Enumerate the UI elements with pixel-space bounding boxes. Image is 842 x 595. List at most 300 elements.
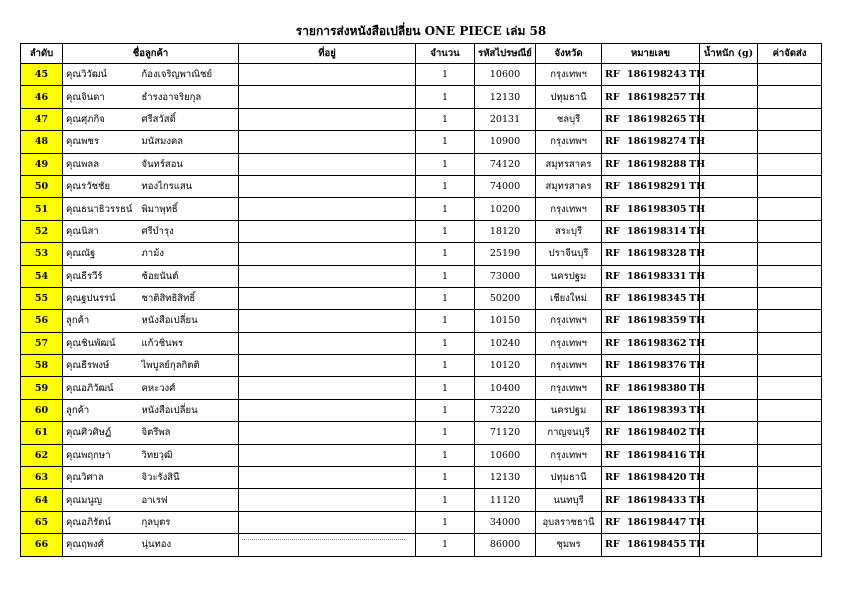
- address-cell-redacted: [239, 534, 416, 556]
- weight-cell: [700, 422, 758, 444]
- row-number: 45: [21, 64, 63, 86]
- tracking-suffix: TH: [689, 539, 706, 551]
- tracking-suffix: TH: [689, 494, 706, 506]
- tracking-cell: [602, 175, 706, 197]
- fee-cell: [758, 332, 822, 354]
- row-number: 66: [21, 534, 63, 556]
- zip-cell: 10150: [475, 310, 536, 332]
- zip-cell: 73220: [475, 399, 536, 421]
- customer-last-name: อาเรฟ: [139, 489, 239, 511]
- province-cell: เชียงใหม่: [536, 287, 602, 309]
- document-title: รายการส่งหนังสือเปลี่ยน ONE PIECE เล่ม 58: [295, 24, 547, 38]
- zip-cell: 12130: [475, 86, 536, 108]
- customer-last-name: ธำรงอาจริยกุล: [139, 86, 239, 108]
- quantity-cell: 1: [416, 310, 475, 332]
- table-row: [21, 86, 822, 108]
- customer-last-name: ศรีสวัสดิ์: [139, 108, 239, 130]
- table-row: [21, 511, 822, 533]
- quantity-cell: 1: [416, 64, 475, 86]
- customer-first-name: คุณธนาธิวรรธน์: [63, 198, 139, 220]
- header-name: ชื่อลูกค้า: [63, 44, 239, 64]
- address-cell-redacted: [239, 108, 416, 130]
- zip-cell: 11120: [475, 489, 536, 511]
- tracking-cell: [602, 243, 706, 265]
- tracking-prefix: RF: [605, 360, 620, 372]
- tracking-suffix: TH: [689, 517, 706, 528]
- header-row: [21, 44, 822, 64]
- shipping-table: [20, 43, 822, 557]
- fee-cell: [758, 220, 822, 242]
- fee-cell: [758, 422, 822, 444]
- tracking-suffix: TH: [689, 449, 706, 461]
- customer-first-name: คุณอภิวัฒน์: [63, 377, 139, 399]
- weight-cell: [700, 377, 758, 399]
- fee-cell: [758, 64, 822, 86]
- tracking-suffix: TH: [689, 181, 706, 193]
- province-cell: ชุมพร: [536, 534, 602, 556]
- table-row: [21, 175, 822, 197]
- zip-cell: 34000: [475, 511, 536, 533]
- tracking-prefix: RF: [605, 405, 620, 417]
- zip-cell: 50200: [475, 287, 536, 309]
- tracking-prefix: RF: [605, 203, 620, 215]
- customer-first-name: คุณศุภกิจ: [63, 108, 139, 130]
- customer-last-name: ช้อยนันต์: [139, 265, 239, 287]
- quantity-cell: 1: [416, 489, 475, 511]
- row-number: 56: [21, 310, 63, 332]
- tracking-suffix: TH: [689, 405, 706, 417]
- tracking-suffix: TH: [689, 382, 706, 394]
- zip-cell: 10400: [475, 377, 536, 399]
- province-cell: นครปฐม: [536, 399, 602, 421]
- tracking-suffix: TH: [689, 69, 706, 81]
- tracking-cell: [602, 534, 706, 556]
- row-number: 59: [21, 377, 63, 399]
- tracking-prefix: RF: [605, 382, 620, 394]
- tracking-number: 186198257: [627, 91, 687, 103]
- tracking-suffix: TH: [689, 248, 706, 260]
- table-row: [21, 422, 822, 444]
- zip-cell: 74120: [475, 153, 536, 175]
- customer-first-name: คุณอภิรัตน์: [63, 511, 139, 533]
- tracking-number: 186198362: [627, 337, 687, 349]
- tracking-suffix: TH: [689, 293, 706, 305]
- quantity-cell: 1: [416, 332, 475, 354]
- table-row: [21, 534, 822, 556]
- customer-first-name: คุณฤพงศ์: [63, 534, 139, 556]
- province-cell: กรุงเทพฯ: [536, 64, 602, 86]
- fee-cell: [758, 86, 822, 108]
- tracking-cell: [602, 131, 706, 153]
- customer-last-name: ก้องเจริญพาณิชย์: [139, 64, 239, 86]
- tracking-suffix: TH: [689, 225, 706, 237]
- weight-cell: [700, 444, 758, 466]
- quantity-cell: 1: [416, 198, 475, 220]
- customer-last-name: มนัสมงคล: [139, 131, 239, 153]
- address-cell-redacted: [239, 467, 416, 489]
- customer-last-name: ไพบูลย์กุลกิตติ: [139, 355, 239, 377]
- tracking-suffix: TH: [689, 136, 706, 148]
- tracking-cell: [602, 310, 706, 332]
- quantity-cell: 1: [416, 175, 475, 197]
- tracking-number: 186198265: [627, 113, 687, 125]
- tracking-number: 186198314: [627, 225, 687, 237]
- customer-first-name: คุณมนูญ: [63, 489, 139, 511]
- tracking-suffix: TH: [689, 472, 706, 484]
- province-cell: สมุทรสาคร: [536, 175, 602, 197]
- province-cell: กรุงเทพฯ: [536, 355, 602, 377]
- customer-first-name: คุณธีรวีร์: [63, 265, 139, 287]
- table-row: [21, 243, 822, 265]
- tracking-prefix: RF: [605, 427, 620, 439]
- header-qty: จำนวน: [416, 44, 475, 64]
- table-row: [21, 220, 822, 242]
- tracking-number: 186198416: [627, 449, 687, 461]
- address-cell-redacted: [239, 243, 416, 265]
- tracking-number: 186198243: [627, 69, 687, 81]
- row-number: 53: [21, 243, 63, 265]
- customer-first-name: คุณพชร: [63, 131, 139, 153]
- province-cell: กรุงเทพฯ: [536, 198, 602, 220]
- customer-last-name: วิทยวุฒิ: [139, 444, 239, 466]
- tracking-prefix: RF: [605, 181, 620, 193]
- tracking-prefix: RF: [605, 449, 620, 461]
- zip-cell: 10120: [475, 355, 536, 377]
- tracking-number: 186198447: [627, 517, 687, 528]
- weight-cell: [700, 467, 758, 489]
- fee-cell: [758, 377, 822, 399]
- province-cell: ปทุมธานี: [536, 86, 602, 108]
- quantity-cell: 1: [416, 399, 475, 421]
- weight-cell: [700, 265, 758, 287]
- tracking-cell: [602, 377, 706, 399]
- row-number: 47: [21, 108, 63, 130]
- province-cell: กรุงเทพฯ: [536, 377, 602, 399]
- table-row: [21, 108, 822, 130]
- table-row: [21, 467, 822, 489]
- tracking-number: 186198433: [627, 494, 687, 506]
- zip-cell: 12130: [475, 467, 536, 489]
- weight-cell: [700, 108, 758, 130]
- customer-first-name: คุณณัฐ: [63, 243, 139, 265]
- tracking-number: 186198402: [627, 427, 687, 439]
- customer-last-name: พิมาพุทธิ์: [139, 198, 239, 220]
- customer-last-name: ชาติสิทธิสิทธิ์: [139, 287, 239, 309]
- fee-cell: [758, 310, 822, 332]
- row-number: 48: [21, 131, 63, 153]
- address-cell-redacted: [239, 64, 416, 86]
- quantity-cell: 1: [416, 131, 475, 153]
- customer-last-name: หนังสือเปลี่ยน: [139, 399, 239, 421]
- tracking-cell: [602, 220, 706, 242]
- address-cell-redacted: [239, 310, 416, 332]
- table-row: [21, 310, 822, 332]
- tracking-suffix: TH: [689, 91, 706, 103]
- customer-first-name: ลูกค้า: [63, 399, 139, 421]
- quantity-cell: 1: [416, 220, 475, 242]
- tracking-number: 186198380: [627, 382, 687, 394]
- weight-cell: [700, 511, 758, 533]
- address-cell-redacted: [239, 355, 416, 377]
- tracking-prefix: RF: [605, 225, 620, 237]
- tracking-prefix: RF: [605, 91, 620, 103]
- tracking-number: 186198328: [627, 248, 687, 260]
- tracking-number: 186198288: [627, 158, 687, 170]
- tracking-cell: [602, 511, 706, 533]
- header-zip: รหัสไปรษณีย์: [475, 44, 536, 64]
- quantity-cell: 1: [416, 355, 475, 377]
- zip-cell: 73000: [475, 265, 536, 287]
- tracking-prefix: RF: [605, 113, 620, 125]
- table-row: [21, 444, 822, 466]
- tracking-suffix: TH: [689, 158, 706, 170]
- row-number: 64: [21, 489, 63, 511]
- table-row: [21, 399, 822, 421]
- address-cell-redacted: [239, 265, 416, 287]
- fee-cell: [758, 153, 822, 175]
- row-number: 52: [21, 220, 63, 242]
- row-number: 54: [21, 265, 63, 287]
- tracking-prefix: RF: [605, 270, 620, 282]
- tracking-number: 186198455: [627, 539, 687, 551]
- row-number: 58: [21, 355, 63, 377]
- tracking-cell: [602, 399, 706, 421]
- table-row: [21, 489, 822, 511]
- customer-first-name: คุณศิวศิษฏ์: [63, 422, 139, 444]
- zip-cell: 10900: [475, 131, 536, 153]
- quantity-cell: 1: [416, 534, 475, 556]
- row-number: 51: [21, 198, 63, 220]
- tracking-cell: [602, 355, 706, 377]
- header-tracking: หมายเลข: [602, 44, 700, 64]
- tracking-cell: [602, 422, 706, 444]
- customer-first-name: คุณวิศาล: [63, 467, 139, 489]
- zip-cell: 86000: [475, 534, 536, 556]
- zip-cell: 71120: [475, 422, 536, 444]
- customer-first-name: คุณจินดา: [63, 86, 139, 108]
- tracking-cell: [602, 489, 706, 511]
- address-cell-redacted: [239, 399, 416, 421]
- weight-cell: [700, 86, 758, 108]
- weight-cell: [700, 332, 758, 354]
- fee-cell: [758, 175, 822, 197]
- province-cell: กรุงเทพฯ: [536, 332, 602, 354]
- customer-last-name: แก้วชินพร: [139, 332, 239, 354]
- tracking-prefix: RF: [605, 248, 620, 260]
- quantity-cell: 1: [416, 287, 475, 309]
- province-cell: สระบุรี: [536, 220, 602, 242]
- province-cell: กรุงเทพฯ: [536, 310, 602, 332]
- quantity-cell: 1: [416, 153, 475, 175]
- tracking-cell: [602, 86, 706, 108]
- fee-cell: [758, 489, 822, 511]
- tracking-suffix: TH: [689, 427, 706, 439]
- customer-first-name: คุณพลล: [63, 153, 139, 175]
- address-cell-redacted: [239, 175, 416, 197]
- address-cell-redacted: [239, 131, 416, 153]
- customer-first-name: คุณนิสา: [63, 220, 139, 242]
- fee-cell: [758, 287, 822, 309]
- row-number: 63: [21, 467, 63, 489]
- tracking-prefix: RF: [605, 136, 620, 148]
- fee-cell: [758, 467, 822, 489]
- tracking-suffix: TH: [689, 203, 706, 215]
- customer-first-name: คุณฐปนรรน์: [63, 287, 139, 309]
- tracking-cell: [602, 64, 706, 86]
- address-cell-redacted: [239, 86, 416, 108]
- weight-cell: [700, 287, 758, 309]
- weight-cell: [700, 175, 758, 197]
- row-number: 46: [21, 86, 63, 108]
- customer-first-name: คุณพฤกษา: [63, 444, 139, 466]
- zip-cell: 10200: [475, 198, 536, 220]
- province-cell: ชลบุรี: [536, 108, 602, 130]
- weight-cell: [700, 534, 758, 556]
- customer-last-name: หนังสือเปลี่ยน: [139, 310, 239, 332]
- tracking-prefix: RF: [605, 517, 620, 528]
- customer-first-name: คุณชินพัฒน์: [63, 332, 139, 354]
- tracking-cell: [602, 332, 706, 354]
- fee-cell: [758, 108, 822, 130]
- province-cell: ปราจีนบุรี: [536, 243, 602, 265]
- province-cell: กรุงเทพฯ: [536, 131, 602, 153]
- province-cell: สมุทรสาคร: [536, 153, 602, 175]
- address-cell-redacted: [239, 444, 416, 466]
- tracking-number: 186198420: [627, 472, 687, 484]
- customer-last-name: นุ่นทอง: [139, 534, 239, 556]
- weight-cell: [700, 131, 758, 153]
- row-number: 61: [21, 422, 63, 444]
- address-cell-redacted: [239, 489, 416, 511]
- table-row: [21, 265, 822, 287]
- tracking-cell: [602, 153, 706, 175]
- table-row: [21, 332, 822, 354]
- zip-cell: 10600: [475, 64, 536, 86]
- customer-first-name: คุณรวัชชัย: [63, 175, 139, 197]
- fee-cell: [758, 131, 822, 153]
- table-row: [21, 198, 822, 220]
- quantity-cell: 1: [416, 377, 475, 399]
- weight-cell: [700, 489, 758, 511]
- row-number: 49: [21, 153, 63, 175]
- tracking-cell: [602, 265, 706, 287]
- tracking-suffix: TH: [689, 337, 706, 349]
- tracking-number: 186198291: [627, 181, 687, 193]
- address-cell-redacted: [239, 422, 416, 444]
- table-row: [21, 153, 822, 175]
- fee-cell: [758, 355, 822, 377]
- table-body: [21, 64, 822, 557]
- quantity-cell: 1: [416, 265, 475, 287]
- header-address: ที่อยู่: [239, 44, 416, 64]
- tracking-number: 186198305: [627, 203, 687, 215]
- header-province: จังหวัด: [536, 44, 602, 64]
- address-cell-redacted: [239, 287, 416, 309]
- zip-cell: 10600: [475, 444, 536, 466]
- tracking-suffix: TH: [689, 315, 706, 327]
- province-cell: นครปฐม: [536, 265, 602, 287]
- customer-last-name: จิวะรังสินี: [139, 467, 239, 489]
- quantity-cell: 1: [416, 511, 475, 533]
- row-number: 55: [21, 287, 63, 309]
- zip-cell: 74000: [475, 175, 536, 197]
- tracking-number: 186198393: [627, 405, 687, 417]
- tracking-cell: [602, 467, 706, 489]
- address-cell-redacted: [239, 153, 416, 175]
- customer-last-name: คหะวงศ์: [139, 377, 239, 399]
- row-number: 57: [21, 332, 63, 354]
- table-row: [21, 287, 822, 309]
- province-cell: กรุงเทพฯ: [536, 444, 602, 466]
- tracking-number: 186198274: [627, 136, 687, 148]
- tracking-suffix: TH: [689, 360, 706, 372]
- tracking-cell: [602, 444, 706, 466]
- province-cell: ปทุมธานี: [536, 467, 602, 489]
- weight-cell: [700, 198, 758, 220]
- customer-first-name: คุณวิวัฒน์: [63, 64, 139, 86]
- address-cell-redacted: [239, 198, 416, 220]
- zip-cell: 18120: [475, 220, 536, 242]
- tracking-number: 186198359: [627, 315, 687, 327]
- quantity-cell: 1: [416, 422, 475, 444]
- tracking-number: 186198331: [627, 270, 687, 282]
- address-cell-redacted: [239, 332, 416, 354]
- row-number: 62: [21, 444, 63, 466]
- fee-cell: [758, 534, 822, 556]
- tracking-prefix: RF: [605, 69, 620, 81]
- province-cell: นนทบุรี: [536, 489, 602, 511]
- table-row: [21, 131, 822, 153]
- weight-cell: [700, 355, 758, 377]
- header-fee: ค่าจัดส่ง: [758, 44, 822, 64]
- address-cell-redacted: [239, 377, 416, 399]
- quantity-cell: 1: [416, 444, 475, 466]
- province-cell: อุบลราชธานี: [536, 511, 602, 533]
- tracking-suffix: TH: [689, 113, 706, 125]
- quantity-cell: 1: [416, 86, 475, 108]
- table-row: [21, 64, 822, 86]
- weight-cell: [700, 399, 758, 421]
- weight-cell: [700, 220, 758, 242]
- quantity-cell: 1: [416, 108, 475, 130]
- zip-cell: 10240: [475, 332, 536, 354]
- customer-last-name: ทองไกรแสน: [139, 175, 239, 197]
- customer-first-name: ลูกค้า: [63, 310, 139, 332]
- customer-last-name: ศรีบำรุง: [139, 220, 239, 242]
- header-no: ลำดับ: [21, 44, 63, 64]
- customer-last-name: จิตรีพล: [139, 422, 239, 444]
- tracking-prefix: RF: [605, 539, 620, 551]
- tracking-cell: [602, 108, 706, 130]
- customer-last-name: จันทร์สอน: [139, 153, 239, 175]
- header-weight: น้ำหนัก (g): [700, 44, 758, 64]
- fee-cell: [758, 399, 822, 421]
- tracking-number: 186198345: [627, 293, 687, 305]
- table-row: [21, 377, 822, 399]
- tracking-prefix: RF: [605, 158, 620, 170]
- fee-cell: [758, 198, 822, 220]
- customer-last-name: กุลบุตร: [139, 511, 239, 533]
- weight-cell: [700, 64, 758, 86]
- province-cell: กาญจนบุรี: [536, 422, 602, 444]
- fee-cell: [758, 265, 822, 287]
- tracking-prefix: RF: [605, 293, 620, 305]
- zip-cell: 20131: [475, 108, 536, 130]
- address-cell-redacted: [239, 511, 416, 533]
- tracking-suffix: TH: [689, 270, 706, 282]
- row-number: 50: [21, 175, 63, 197]
- tracking-number: 186198376: [627, 360, 687, 372]
